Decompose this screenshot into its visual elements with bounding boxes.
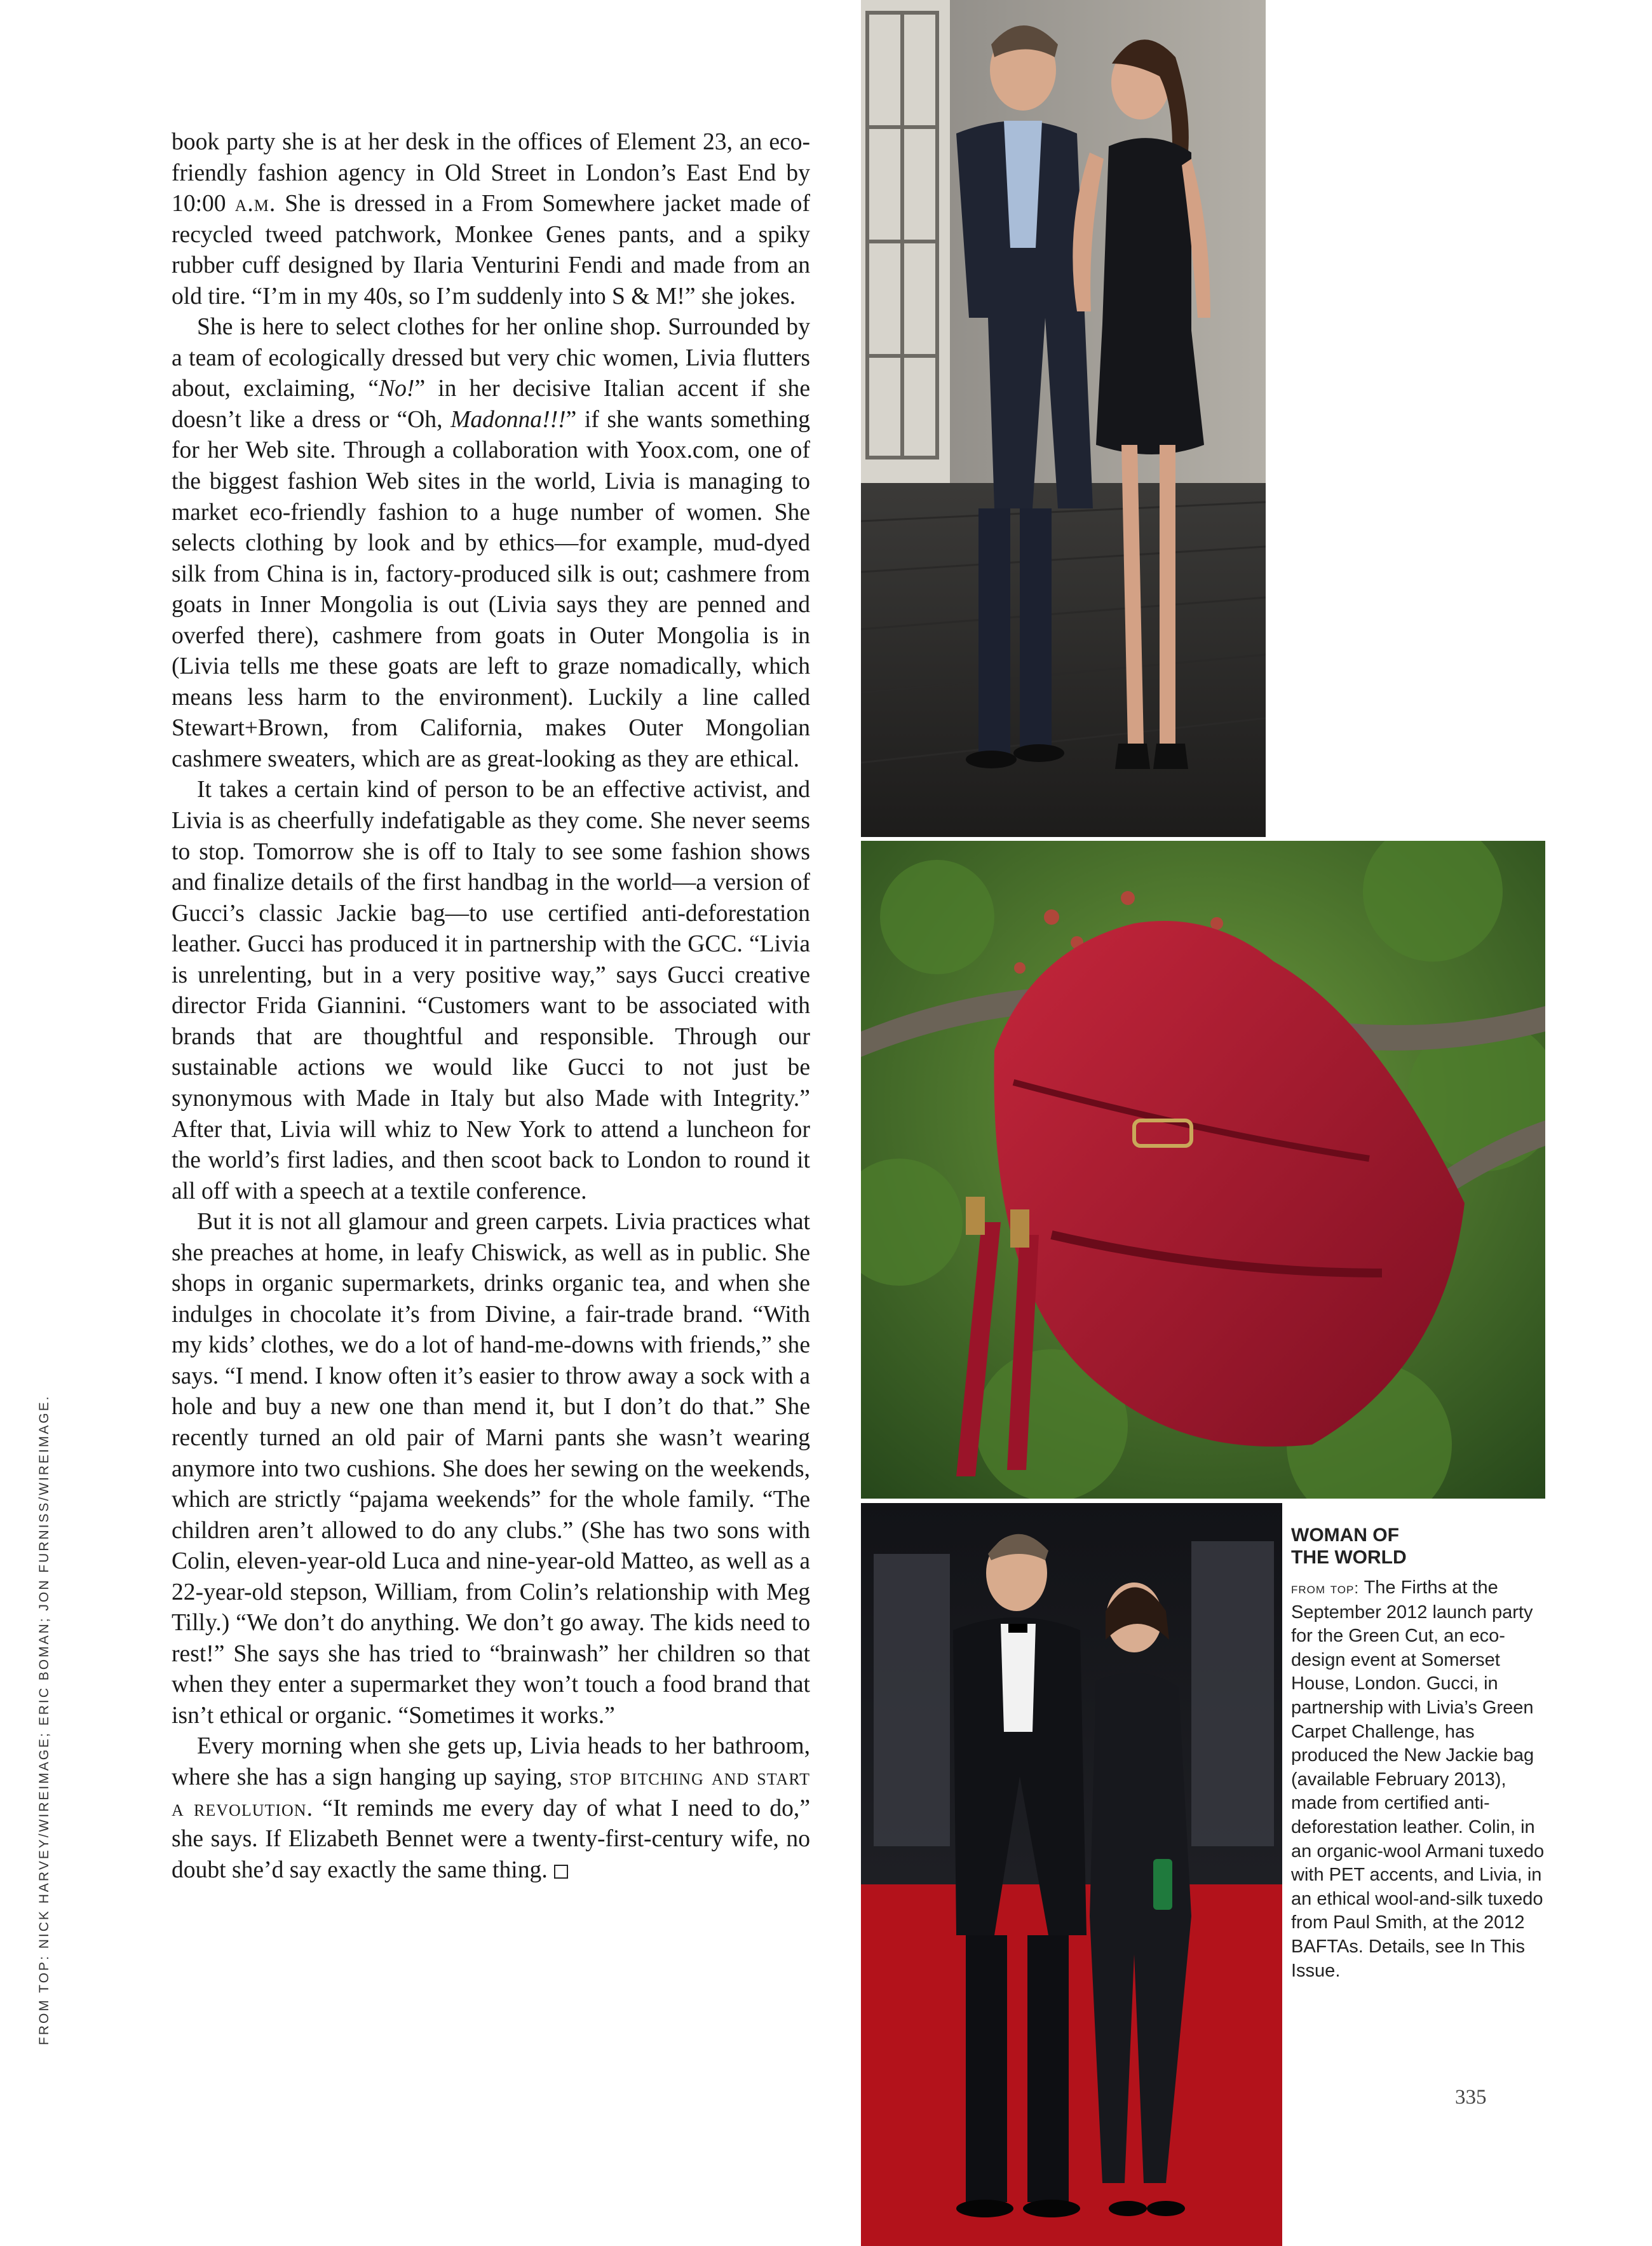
caption-title: WOMAN OF THE WORLD [1291, 1525, 1407, 1568]
photo-red-carpet [861, 1503, 1282, 2246]
paragraph-4: But it is not all glamour and green carpets. Livia practices what she preaches at home, in leafy Chiswick, as well as in public. She shops in organic supermarkets, drinks organic tea, and when she indulges in chocolate it’s from Divine, a fair-trade brand. “With my kids’ clothes, we do a lot of hand-me-downs with friends,” she says. “I mend. I know often it’s easier to throw away a sock with a hole and buy a new one than mend it, but I don’t do that.” She recently turned an old pair of Marni pants she wasn’t wearing anymore into two cushions. She does her sewing on the weekends, which are strictly “pajama weekends” for the whole family. “The children aren’t allowed to do any clubs.” (She has two sons with Colin, eleven-year-old Luca and nine-year-old Matteo, as well as a 22-year-old stepson, William, from Colin’s relationship with Meg Tilly.) “We don’t do anything. We don’t go away. The kids need to rest!” She says she has tried to “brainwash” her children so that when they enter a supermarket they won’t touch a food brand that isn’t ethical or organic. “Sometimes it works.” [172, 1209, 810, 1729]
photo-red-carpet-art [861, 1503, 1282, 2246]
caption-text: from top: The Firths at the September 2012 launch party for the Green Cut, an eco-design event at Somerset House, London. Gucci, in partnership with Livia’s Green Carpet Challenge, has produced the New Jackie bag (available February 2013), made from certified anti-deforestation leather. Colin, in an organic-wool Armani tuxedo with PET accents, and Livia, in an ethical wool-and-silk tuxedo from Paul Smith, at the 2012 BAFTAs. Details, see In This Issue. [1291, 1577, 1545, 1981]
photo-couple-terrace [861, 0, 1266, 837]
end-mark-icon [554, 1865, 568, 1879]
photo-couple-terrace-art [861, 0, 1266, 837]
page-number: 335 [1455, 2086, 1487, 2109]
paragraph-1: book party she is at her desk in the offices of Element 23, an eco-friendly fashion agency in Old Street in London’s East End by 10:00 a.m. She is dressed in a From Somewhere jacket made of recycled tweed patchwork, Monkee Genes pants, and a spiky rubber cuff designed by Ilaria Venturini Fendi and made from an old tire. “I’m in my 40s, so I’m suddenly into S & M!” she jokes. [172, 129, 810, 310]
photo-red-bag [861, 841, 1545, 1499]
photo-caption [1291, 1524, 1545, 1983]
paragraph-5: Every morning when she gets up, Livia heads to her bathroom, where she has a sign hanging up saying, stop bitching and start a revolution. “It reminds me every day of what I need to do,” she says. If Elizabeth Bennet were a twenty-first-century wife, no doubt she’d say exactly the same thing. [172, 1733, 810, 1883]
photo-red-bag-art [861, 841, 1545, 1499]
article-body [172, 127, 810, 1886]
photo-credit: FROM TOP: NICK HARVEY/WIREIMAGE; ERIC BOMAN; JON FURNISS/WIREIMAGE. [37, 1394, 51, 2045]
paragraph-2: She is here to select clothes for her online shop. Surrounded by a team of ecologically dressed but very chic women, Livia flutters about, exclaiming, “No!” in her decisive Italian accent if she doesn’t like a dress or “Oh, Madonna!!!” if she wants something for her Web site. Through a collaboration with Yoox.com, one of the biggest fashion Web sites in the world, Livia is managing to market eco-friendly fashion to a huge number of women. She selects clothing by look and by ethics—for example, mud-dyed silk from China is in, factory-produced silk is out; cashmere from goats in Inner Mongolia is out (Livia says they are penned and overfed there), cashmere from goats in Outer Mongolia is in (Livia tells me these goats are left to graze nomadically, which means less harm to the environment). Luckily a line called Stewart+Brown, from California, makes Outer Mongolian cashmere sweaters, which are as great-looking as they are ethical. [172, 314, 810, 772]
paragraph-3: It takes a certain kind of person to be an effective activist, and Livia is as cheerfully indefatigable as they come. She never seems to stop. Tomorrow she is off to Italy to see some fashion shows and finalize details of the first handbag in the world—a version of Gucci’s classic Jackie bag—to use certified anti-deforestation leather. Gucci has produced it in partnership with the GCC. “Livia is unrelenting, but in a very positive way,” says Gucci creative director Frida Giannini. “Customers want to be associated with brands that are thoughtful and responsible. Through our sustainable actions we would like Gucci to not just be synonymous with Made in Italy but also Made with Integrity.” After that, Livia will whiz to New York to attend a luncheon for the world’s first ladies, and then scoot back to London to round it all off with a speech at a textile conference. [172, 777, 810, 1204]
